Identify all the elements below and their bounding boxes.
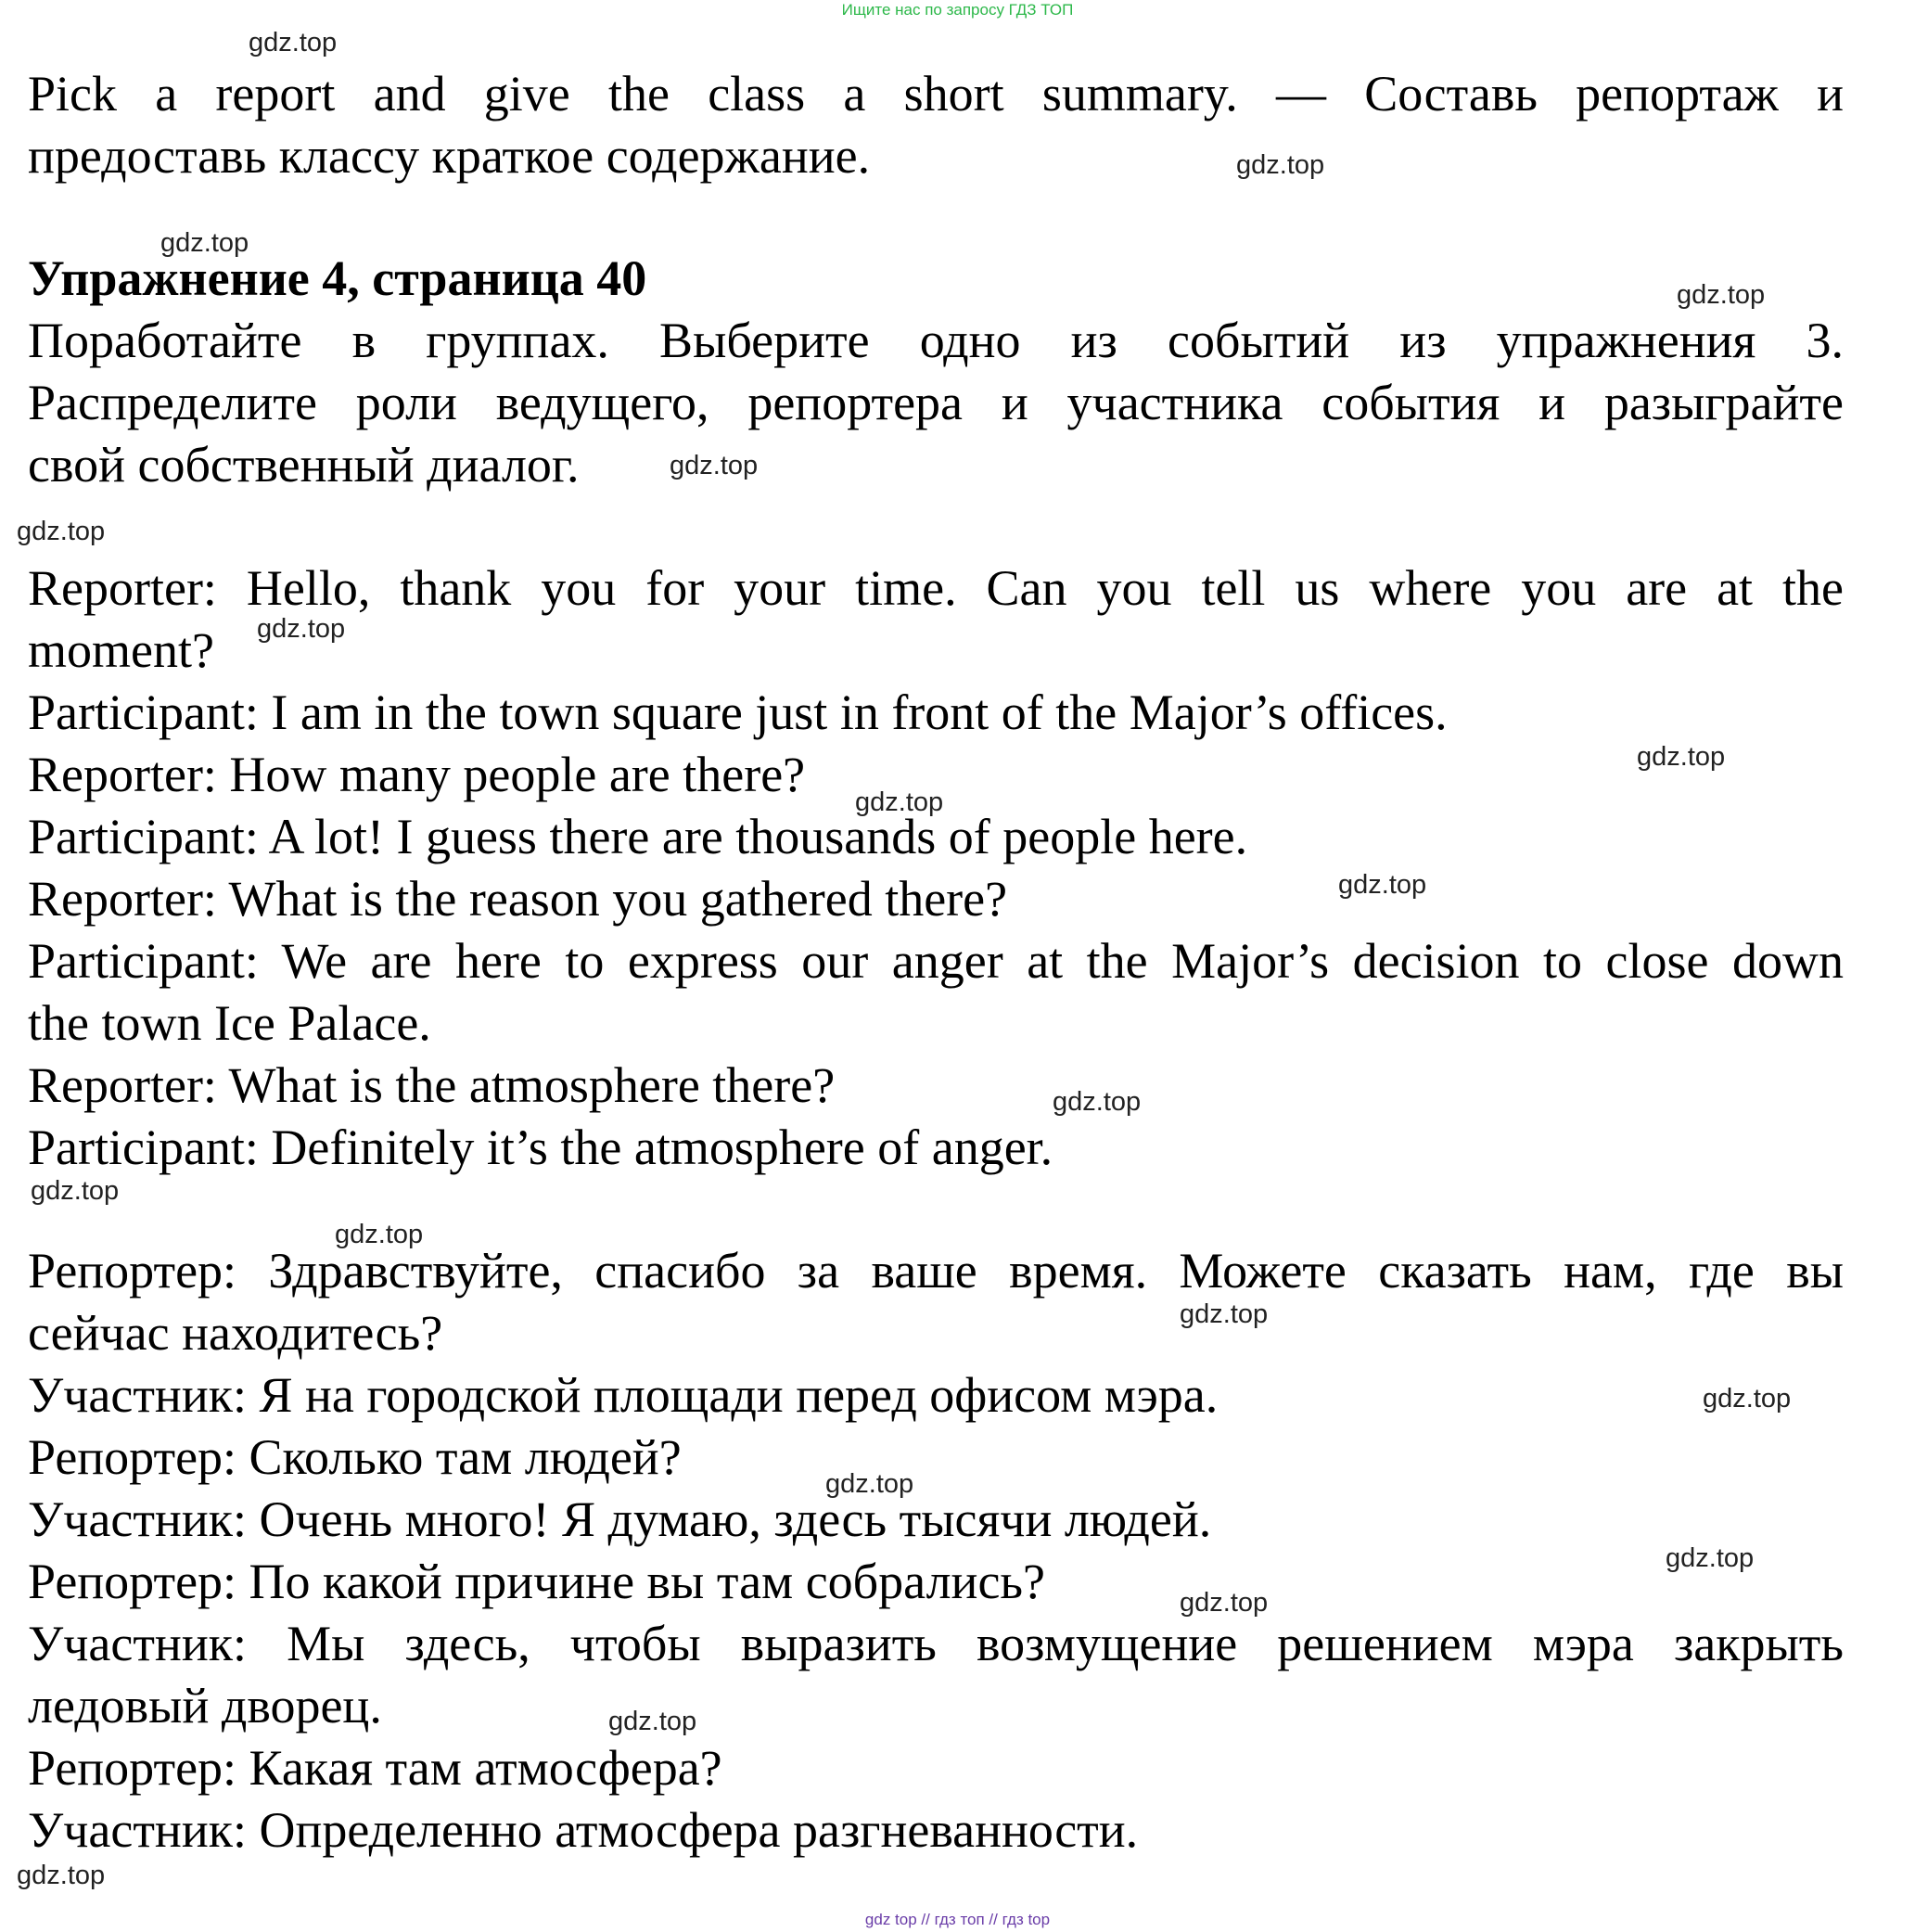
dialog-en-line: Participant: We are here to express our anger at the Major’s decision to close down (28, 933, 1844, 989)
dialog-ru-line: Участник: Определенно атмосфера разгневанности. (28, 1802, 1139, 1858)
watermark: gdz.top (257, 614, 346, 644)
footer: gdz top // гдз топ // гдз top (864, 1911, 1051, 1928)
top-banner: Ищите нас по запросу ГДЗ ТОП (841, 1, 1074, 19)
dialog-ru-line: Участник: Я на городской площади перед офисом мэра. (28, 1367, 1219, 1423)
task-line-3: свой собственный диалог. (28, 437, 580, 493)
dialog-en-line: the town Ice Palace. (28, 995, 431, 1051)
watermark: gdz.top (1703, 1384, 1792, 1414)
dialog-en-line: moment? (28, 622, 214, 678)
watermark: gdz.top (249, 28, 338, 58)
dialog-en-line: Participant: A lot! I guess there are thousands of people here. (28, 809, 1248, 864)
dialog-ru-line: сейчас находитесь? (28, 1305, 443, 1361)
watermark: gdz.top (1666, 1543, 1755, 1573)
dialog-ru-line: Репортер: По какой причине вы там собрались? (28, 1554, 1046, 1609)
dialog-ru-line: ледовый дворец. (28, 1678, 382, 1734)
watermark: gdz.top (1338, 870, 1427, 900)
dialog-en-line: Participant: Definitely it’s the atmosphere of anger. (28, 1120, 1053, 1175)
dialog-en-line: Participant: I am in the town square just in front of the Major’s offices. (28, 685, 1448, 740)
watermark: gdz.top (1180, 1299, 1269, 1329)
task-line-2: Распределите роли ведущего, репортера и участника события и разыграйте (28, 375, 1844, 430)
watermark: gdz.top (1180, 1588, 1269, 1618)
watermark: gdz.top (1677, 280, 1766, 310)
exercise-heading: Упражнение 4, страница 40 (28, 250, 647, 306)
watermark: gdz.top (160, 228, 249, 258)
watermark: gdz.top (670, 451, 759, 480)
watermark: gdz.top (1637, 742, 1726, 772)
dialog-en-line: Reporter: Hello, thank you for your time. Can you tell us where you are at the (28, 560, 1844, 616)
dialog-ru-line: Участник: Мы здесь, чтобы выразить возмущение решением мэра закрыть (28, 1616, 1844, 1671)
watermark: gdz.top (1053, 1087, 1142, 1117)
dialog-ru-line: Репортер: Здравствуйте, спасибо за ваше время. Можете сказать нам, где вы (28, 1243, 1844, 1299)
watermark: gdz.top (855, 787, 944, 817)
dialog-en-line: Reporter: How many people are there? (28, 747, 806, 802)
watermark: gdz.top (1236, 150, 1325, 180)
watermark: gdz.top (825, 1469, 914, 1499)
watermark: gdz.top (17, 1861, 106, 1890)
dialog-ru-line: Репортер: Сколько там людей? (28, 1429, 682, 1485)
dialog-en-line: Reporter: What is the reason you gathered there? (28, 871, 1008, 927)
dialog-en-line: Reporter: What is the atmosphere there? (28, 1057, 836, 1113)
watermark: gdz.top (335, 1220, 424, 1249)
dialog-ru-line: Участник: Очень много! Я думаю, здесь тысячи людей. (28, 1491, 1212, 1547)
watermark: gdz.top (608, 1707, 697, 1736)
intro-line-1: Pick a report and give the class a short summary. — Составь репортаж и (28, 66, 1844, 122)
watermark: gdz.top (31, 1176, 120, 1206)
dialog-ru-line: Репортер: Какая там атмосфера? (28, 1740, 722, 1796)
intro-line-2: предоставь классу краткое содержание. (28, 128, 871, 184)
document-body (28, 63, 1844, 1862)
watermark: gdz.top (17, 517, 106, 546)
task-line-1: Поработайте в группах. Выберите одно из событий из упражнения 3. (28, 313, 1844, 368)
